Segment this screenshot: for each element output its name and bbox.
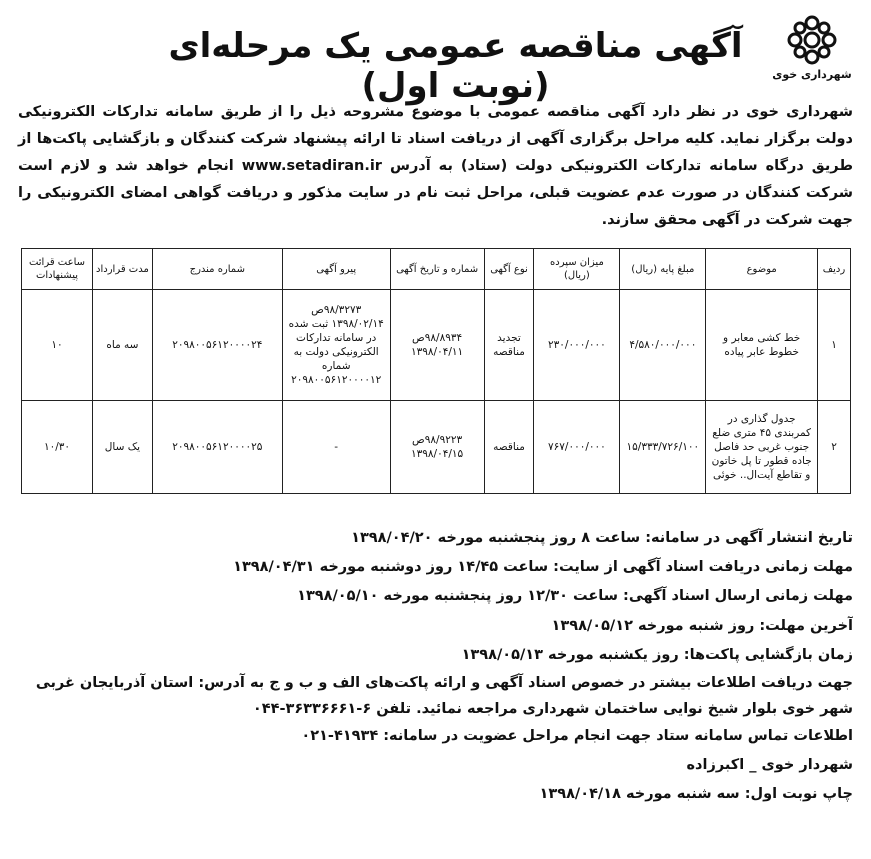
- header-deposit: میزان سپرده (ریال): [534, 249, 620, 290]
- municipality-emblem-icon: [786, 14, 838, 66]
- cell-following-ad: -: [282, 400, 390, 493]
- table-row: [22, 400, 851, 493]
- header-registered-number: شماره مندرج: [152, 249, 282, 290]
- page-title: آگهی مناقصه عمومی یک مرحله‌ای (نوبت اول): [168, 26, 743, 106]
- document-receive-deadline-line: مهلت زمانی دریافت اسناد آگهی از سایت: ساعت ۱۴/۴۵ روز دوشنبه مورخه ۱۳۹۸/۰۴/۳۱: [233, 559, 853, 576]
- cell-row-number: ۲: [818, 400, 851, 493]
- intro-text-part-2: انجام خواهد شد و لازم است شرکت کنندگان در صورت عدم عضویت قبلی، مراحل ثبت نام در سایت مذکور و دریافت گواهی امضای الکترونیکی را جهت شرکت در آگهی محقق سازند.: [18, 158, 853, 228]
- cell-ad-number-date: ۹۸/۸۹۳۴ص ۱۳۹۸/۰۴/۱۱: [390, 290, 484, 401]
- header-base-amount: مبلغ پایه (ریال): [620, 249, 706, 290]
- table-header-row: [22, 249, 851, 290]
- setad-url-link[interactable]: www.setadiran.ir: [241, 158, 382, 174]
- cell-subject: خط کشی معابر و خطوط عابر پیاده: [706, 290, 818, 401]
- tender-table: [21, 248, 851, 494]
- mayor-signature-line: شهردار خوی _ اکبرزاده: [686, 757, 853, 774]
- intro-text-part-1: شهرداری خوی در نظر دارد آگهی مناقصه عمومی با موضوع مشروحه ذیل را از طریق سامانه تدارکات الکترونیکی دولت برگزار نماید. کلیه مراحل برگزاری آگهی از دریافت اسناد تا ارائه پیشنهاد شرکت کنندگان و بازگشایی پاکت‌ها از طریق درگاه سامانه تدارکات الکترونیکی دولت (ستاد) به آدرس: [18, 104, 853, 174]
- header-subject: موضوع: [706, 249, 818, 290]
- cell-contract-duration: سه ماه: [92, 290, 152, 401]
- header: [10, 8, 861, 106]
- cell-ad-type: مناقصه: [484, 400, 534, 493]
- table-row: [22, 290, 851, 401]
- header-reading-time: ساعت قرائت پیشنهادات: [22, 249, 93, 290]
- cell-ad-number-date: ۹۸/۹۲۲۳ص ۱۳۹۸/۰۴/۱۵: [390, 400, 484, 493]
- address-info-line: جهت دریافت اطلاعات بیشتر در خصوص اسناد آگهی و ارائه پاکت‌های الف و ب و ج به آدرس: استان آذربایجان غربی شهر خوی بلوار شیخ نوایی ساختمان شهرداری مراجعه نمائید. تلفن ۶-۳۶۳۳۶۶۶۱-۰۴۴: [35, 674, 853, 717]
- header-ad-type: نوع آگهی: [484, 249, 534, 290]
- cell-reading-time: ۱۰: [22, 290, 93, 401]
- header-following-ad: پیرو آگهی: [282, 249, 390, 290]
- municipality-logo: [771, 14, 853, 81]
- final-deadline-line: آخرین مهلت: روز شنبه مورخه ۱۳۹۸/۰۵/۱۲: [551, 617, 853, 634]
- cell-subject: جدول گذاری در کمربندی ۴۵ متری ضلع جنوب غربی حد فاصل جاده قطور تا پل خاتون و تقاطع آیت‌ال.. خوئی: [706, 400, 818, 493]
- logo-caption: شهرداری خوی: [772, 68, 852, 81]
- cell-registered-number: ۲۰۹۸۰۰۵۶۱۲۰۰۰۰۲۴: [152, 290, 282, 401]
- cell-row-number: ۱: [818, 290, 851, 401]
- document-submit-deadline-line: مهلت زمانی ارسال اسناد آگهی: ساعت ۱۲/۳۰ روز پنجشنبه مورخه ۱۳۹۸/۰۵/۱۰: [297, 588, 853, 605]
- envelope-opening-line: زمان بازگشایی پاکت‌ها: روز یکشنبه مورخه ۱۳۹۸/۰۵/۱۳: [461, 646, 853, 663]
- cell-following-ad: ۹۸/۳۲۷۳ص ۱۳۹۸/۰۲/۱۴ ثبت شده در سامانه تدارکات الکترونیکی دولت به شماره ۲۰۹۸۰۰۵۶۱۲۰۰۰۰۱۲: [282, 290, 390, 401]
- cell-registered-number: ۲۰۹۸۰۰۵۶۱۲۰۰۰۰۲۵: [152, 400, 282, 493]
- header-contract-duration: مدت قرارداد: [92, 249, 152, 290]
- print-date-line: چاپ نوبت اول: سه شنبه مورخه ۱۳۹۸/۰۴/۱۸: [539, 786, 853, 803]
- publish-date-line: تاریخ انتشار آگهی در سامانه: ساعت ۸ روز پنجشنبه مورخه ۱۳۹۸/۰۴/۲۰: [351, 530, 853, 546]
- cell-deposit: ۷۶۷/۰۰۰/۰۰۰: [534, 400, 620, 493]
- intro-paragraph: [18, 99, 853, 234]
- cell-deposit: ۲۳۰/۰۰۰/۰۰۰: [534, 290, 620, 401]
- header-ad-number-date: شماره و تاریخ آگهی: [390, 249, 484, 290]
- cell-reading-time: ۱۰/۳۰: [22, 400, 93, 493]
- header-row-number: ردیف: [818, 249, 851, 290]
- tender-details: [18, 524, 853, 810]
- cell-ad-type: تجدید مناقصه: [484, 290, 534, 401]
- cell-contract-duration: یک سال: [92, 400, 152, 493]
- cell-base-amount: ۱۵/۳۳۳/۷۲۶/۱۰۰: [620, 400, 706, 493]
- cell-base-amount: ۴/۵۸۰/۰۰۰/۰۰۰: [620, 290, 706, 401]
- setad-contact-line: اطلاعات تماس سامانه ستاد جهت انجام مراحل عضویت در سامانه: ۴۱۹۳۴-۰۲۱: [301, 727, 853, 744]
